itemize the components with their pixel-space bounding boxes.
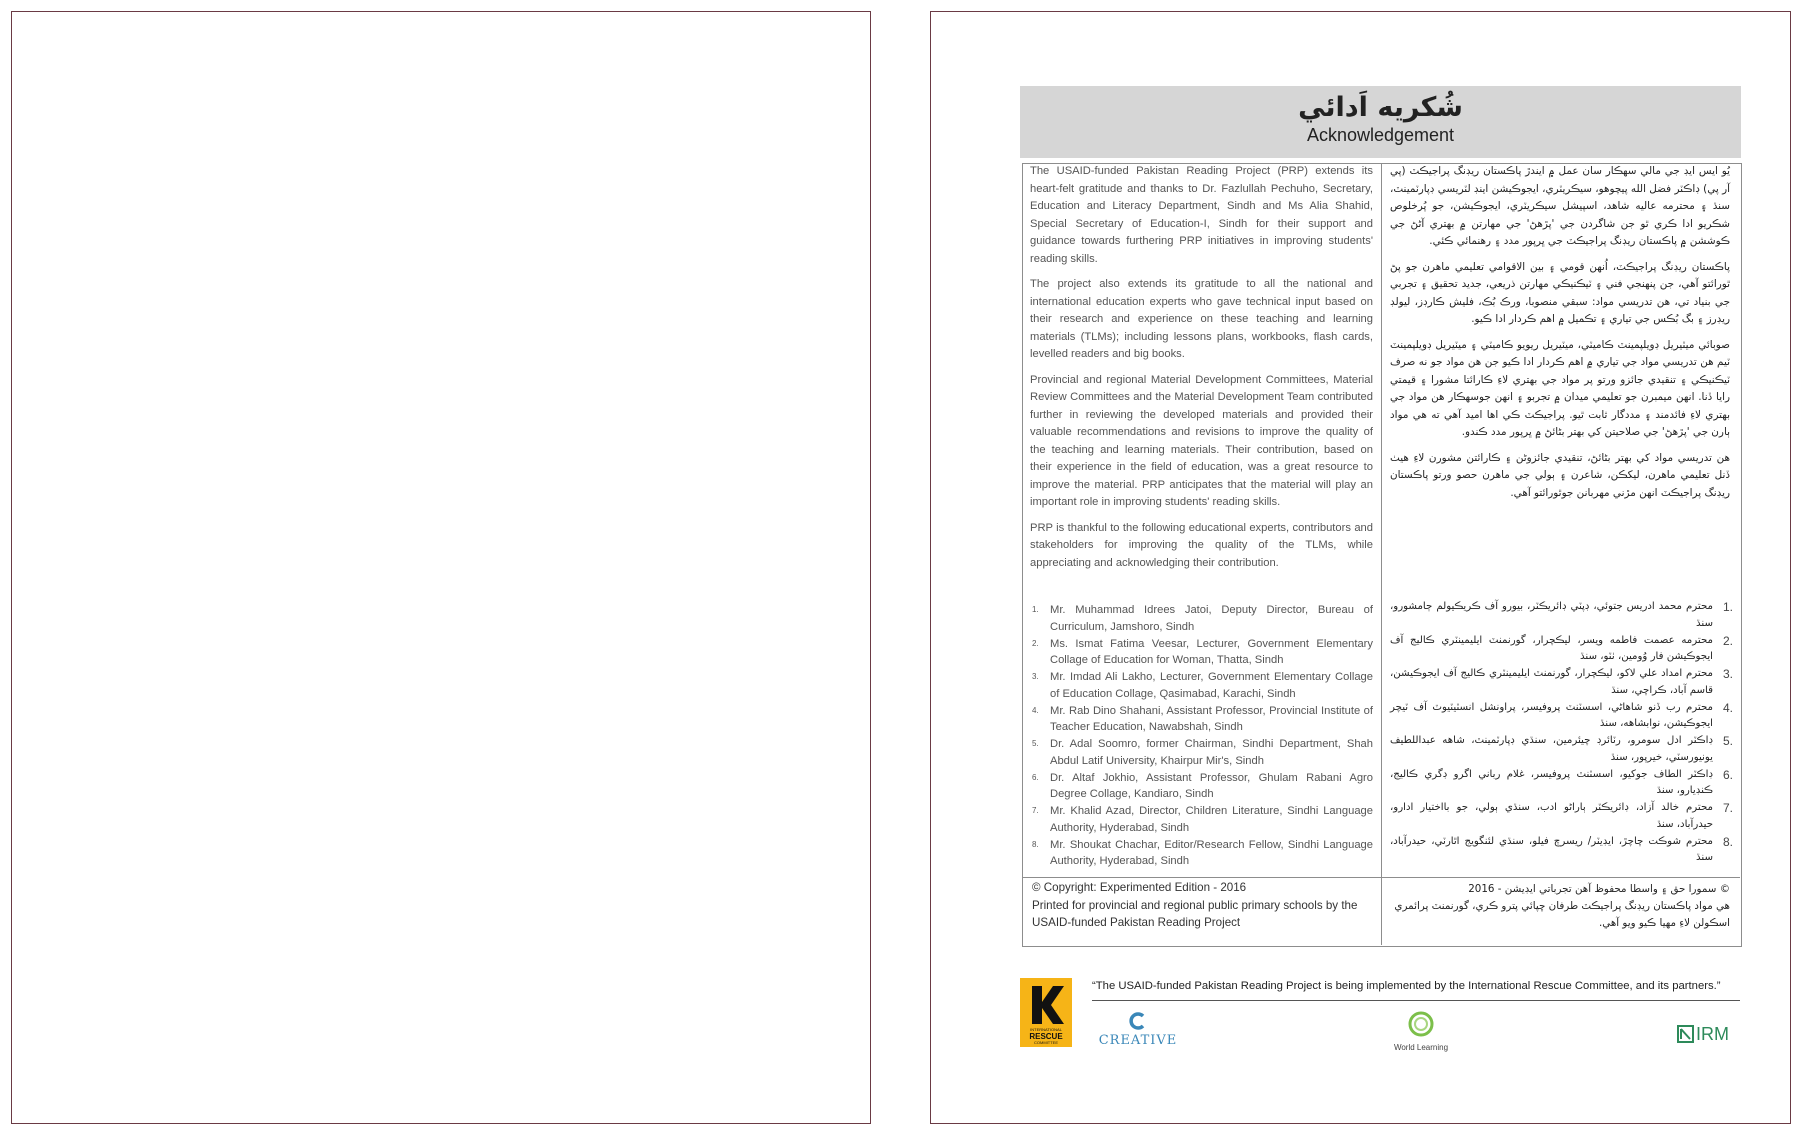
list-text: Mr. Imdad Ali Lakho, Lecturer, Government Elementary Collage of Education Collage, Qasimabad, Karachi, Sindh: [1050, 671, 1373, 700]
list-number: 6.: [1032, 772, 1039, 782]
english-paragraph: Provincial and regional Material Development Committees, Material Review Committees and the Material Development Team contributed further in reviewing the developed materials and provided their valuable recommendations and revisions to improve the quality of the teaching and learning materials. Their contribution, based on their experience in the field of education, was a great resource to improve the material. PRP anticipates that the material will play an important role in improving students' reading skills.: [1030, 373, 1373, 508]
list-number: 4.: [1032, 705, 1039, 715]
copyright-line: Printed for provincial and regional public primary schools by the USAID-funded Pakistan Reading Project: [1032, 898, 1358, 929]
urdu-contributors-list: [1390, 599, 1735, 867]
world-learning-logo-text: World Learning: [1393, 1043, 1449, 1052]
list-item: [1390, 599, 1735, 632]
list-number: .3: [1722, 667, 1733, 681]
urdu-column: [1390, 163, 1730, 510]
list-text: ڊاڪٽر ادل سومرو، رٽائرڊ چيئرمين، سنڌي ڊپارٽمينٽ، شاهه عبداللطيف يونيورسٽي، خيرپور، سنڌ: [1390, 735, 1713, 763]
creative-logo-text: CREATIVE: [1098, 1033, 1178, 1048]
english-contributors-list: [1030, 602, 1373, 870]
urdu-paragraph: پاڪستان ريڊنگ پراجيڪٽ، اُنهن قومي ۽ بين الاقوامي تعليمي ماهرن جو پڻ ٿورائتو آهي، جن پنهنجي فني ۽ ٽيڪنيڪي مهارتن ذريعي، جديد تحقيق ۽ تجربي جي بنياد تي، هن تدريسي مواد: سبقي منصوبا، ورڪ بُڪ، فليش ڪارڊز، ليولڊ ريڊرز ۽ بگ بُڪس جي تياري ۽ تڪميل ۾ اهم ڪردار ادا ڪيو.: [1390, 260, 1730, 325]
list-text: محترم محمد ادريس جتوئي، ڊپٽي ڊائريڪٽر، بيورو آف ڪريڪيولم ڄامشورو، سنڌ: [1390, 601, 1713, 629]
list-number: .5: [1722, 734, 1733, 748]
list-text: محترم رب ڏنو شاهاڻي، اسسٽنٽ پروفيسر، پراونشل انسٽيٽيوٽ آف ٽيچر ايجوڪيشن، نوابشاهه، سنڌ: [1390, 701, 1713, 729]
creative-c-icon: [1127, 1011, 1149, 1031]
list-item: [1390, 733, 1735, 766]
list-text: محترمه عصمت فاطمه ويسر، ليڪچرار، گورنمنٽ ايليمينٽري ڪاليج آف ايجوڪيشن فار وُومين، ٺٽو، سنڌ: [1390, 634, 1713, 662]
copyright-line: © سمورا حق ۽ واسطا محفوظ آهن تجرباتي ايڊيشن - 2016: [1468, 883, 1730, 895]
urdu-paragraph: يُو ايس ايڊ جي مالي سهڪار سان عمل ۾ ايندڙ پاڪستان ريڊنگ پراجيڪٽ (پي آر پي) ڊاڪٽر فضل الله پيچوهو، سيڪريٽري، ايجوڪيشن اينڊ لٽريسي ڊپارٽمينٽ، سنڌ ۽ محترمه عاليه شاهد، اسپيشل سيڪريٽري، ايجوڪيشن، جو پُرخلوص شڪريو ادا ڪري ٿو جن شاگردن جي 'پڙهڻ' جي مهارتن ۾ بهتري آڻڻ جي ڪوششن ۾ پاڪستان ريڊنگ پراجيڪٽ جي ڀرپور مدد ۽ رهنمائي ڪئي.: [1390, 165, 1730, 247]
irm-logo-text: IRM: [1696, 1024, 1729, 1044]
list-item: [1030, 736, 1373, 769]
list-number: 8.: [1032, 839, 1039, 849]
list-text: محترم شوڪت چاچڙ، ايڊيٽر/ ريسرچ فيلو، سنڌي لئنگويج اٿارٽي، حيدرآباد، سنڌ: [1390, 835, 1713, 863]
footer-rule: [1092, 1000, 1740, 1001]
copyright-line: © Copyright: Experimented Edition - 2016: [1032, 881, 1247, 894]
list-item: [1390, 700, 1735, 733]
irm-mark-icon: [1677, 1024, 1695, 1044]
irm-logo: [1677, 1024, 1737, 1046]
list-text: Mr. Muhammad Idrees Jatoi, Deputy Director, Bureau of Curriculum, Jamshoro, Sindh: [1050, 604, 1373, 633]
list-number: .2: [1722, 633, 1733, 648]
list-number: 5.: [1032, 739, 1039, 748]
list-item: [1030, 803, 1373, 836]
irc-logo-line3: COMMITTEE: [1034, 1040, 1058, 1045]
copyright-urdu: [1390, 881, 1730, 932]
list-text: Mr. Rab Dino Shahani, Assistant Professor, Provincial Institute of Teacher Education, Nawabshah, Sindh: [1050, 704, 1373, 733]
irc-logo-line2: RESCUE: [1029, 1032, 1063, 1041]
list-text: محترم خالد آزاد، ڊائريڪٽر ٻاراڻو ادب، سنڌي ٻولي، جو بااختيار ادارو، حيدرآباد، سنڌ: [1390, 802, 1713, 830]
list-number: .7: [1722, 801, 1733, 815]
list-number: .6: [1722, 767, 1733, 782]
english-paragraph: PRP is thankful to the following educational experts, contributors and stakeholders for improving the quality of the TLMs, while appreciating and acknowledging their contribution.: [1030, 521, 1373, 569]
irc-logo-line1: INTERNATIONAL: [1030, 1027, 1062, 1032]
title-urdu: شُکريه اَدائي: [1298, 92, 1463, 123]
list-item: [1390, 633, 1735, 666]
list-text: محترم امداد علي لاکو، ليڪچرار، گورنمنٽ ايليمينٽري ڪاليج آف ايجوڪيشن، قاسم آباد، ڪراچي، سنڌ: [1390, 668, 1713, 696]
list-item: [1030, 770, 1373, 803]
list-text: Mr. Khalid Azad, Director, Children Literature, Sindhi Language Authority, Hyderabad, Sindh: [1050, 805, 1373, 834]
urdu-paragraph: هن تدريسي مواد کي بهتر بڻائڻ، تنقيدي جائزوڻن ۽ ڪارائتن مشورن لاءِ هيٺ ڏنل تعليمي ماهرن، ليکڪن، شاعرن ۽ ٻولي جي ماهرن حصو ورتو پاڪستان ريڊنگ پراجيڪٽ انهن مڙني مهربانن جوٿورائتو آهي.: [1390, 451, 1730, 499]
list-text: ڊاڪٽر الطاف جوکيو، اسسٽنٽ پروفيسر، غلام رباني اگرو ڊگري ڪاليج، ڪنڊيارو، سنڌ: [1390, 768, 1713, 796]
irc-icon: [1020, 978, 1072, 1047]
list-item: [1030, 703, 1373, 736]
world-learning-logo: [1390, 1010, 1452, 1050]
list-number: 3.: [1032, 672, 1039, 681]
list-text: Dr. Altaf Jokhio, Assistant Professor, Ghulam Rabani Agro Degree Collage, Kandiaro, Sindh: [1050, 771, 1373, 800]
list-item: [1390, 800, 1735, 833]
irc-logo: [1020, 978, 1072, 1047]
english-paragraph: The USAID-funded Pakistan Reading Project (PRP) extends its heart-felt gratitude and thanks to Dr. Fazlullah Pechuho, Secretary, Education and Literacy Department, Sindh and Ms Alia Shahid, Special Secretary of Education-I, Sindh for their support and guidance towards furthering PRP initiatives in improving students' reading skills.: [1030, 165, 1373, 265]
list-item: [1030, 837, 1373, 870]
list-item: [1390, 666, 1735, 699]
list-number: .8: [1722, 834, 1733, 849]
list-number: 7.: [1032, 806, 1039, 815]
left-page-frame: [11, 11, 871, 1124]
list-item: [1030, 636, 1373, 669]
copyright-divider: [1022, 877, 1740, 878]
column-divider: [1381, 163, 1382, 945]
urdu-paragraph: صوبائي ميٽيريل ڊويلپمينٽ ڪاميٽي، ميٽيريل ريويو ڪاميٽي ۽ ميٽيريل ڊويلپمينٽ ٽيم هن تدريسي مواد جي تياري ۾ اهم ڪردار ادا ڪيو جن هن مواد جو نه صرف ٽيڪنيڪي ۽ تنقيدي جائزو ورتو پر مواد جي بهتري لاءِ ڪارائتا مشورا ۽ قيمتي رايا ڏنا. انهن ميمبرن جو تعليمي ميدان ۾ تجربو ۽ انهن جوسهڪار هن مواد جي بهتري لاءِ فائدمند ۽ مددگار ثابت ٿيو. پراجيڪٽ ڪي اها اميد آهي ته هي مواد ٻارن جي 'پڙهڻ' جي صلاحيتن کي بهتر بڻائڻ ۾ ڀرپور مدد ڪندو.: [1390, 338, 1730, 438]
english-paragraph: The project also extends its gratitude to all the national and international education experts who gave technical input based on their research and experience on these teaching and learning materials (TLMs); including lessons plans, workbooks, flash cards, levelled readers and big books.: [1030, 278, 1373, 360]
copyright-english: [1032, 879, 1377, 932]
list-text: Dr. Adal Soomro, former Chairman, Sindhi Department, Shah Abdul Latif University, Khairpur Mir's, Sindh: [1050, 738, 1373, 767]
world-learning-globe-icon: [1407, 1010, 1435, 1038]
title-english: Acknowledgement: [1306, 125, 1455, 145]
english-column: [1030, 163, 1373, 580]
title-banner: [1020, 86, 1741, 158]
copyright-line: هي مواد پاڪستان ريڊنگ پراجيڪٽ طرفان ڇپائي پترو ڪري، گورنمنٽ پرائمري اسڪولن لاءِ مهيا ڪيو ويو آهي.: [1394, 900, 1730, 929]
list-number: .4: [1722, 700, 1733, 715]
list-number: .1: [1722, 600, 1733, 614]
list-item: [1030, 602, 1373, 635]
list-number: 1.: [1032, 605, 1039, 614]
list-item: [1390, 834, 1735, 867]
list-item: [1390, 767, 1735, 800]
list-text: Ms. Ismat Fatima Veesar, Lecturer, Government Elementary Collage of Education for Woman, Thatta, Sindh: [1050, 637, 1373, 666]
creative-logo: [1097, 1011, 1179, 1047]
list-item: [1030, 669, 1373, 702]
list-number: 2.: [1032, 638, 1039, 648]
list-text: Mr. Shoukat Chachar, Editor/Research Fellow, Sindhi Language Authority, Hyderabad, Sindh: [1050, 838, 1373, 867]
implementation-quote: “The USAID-funded Pakistan Reading Project is being implemented by the International Rescue Committee, and its partners.”: [1092, 980, 1721, 992]
